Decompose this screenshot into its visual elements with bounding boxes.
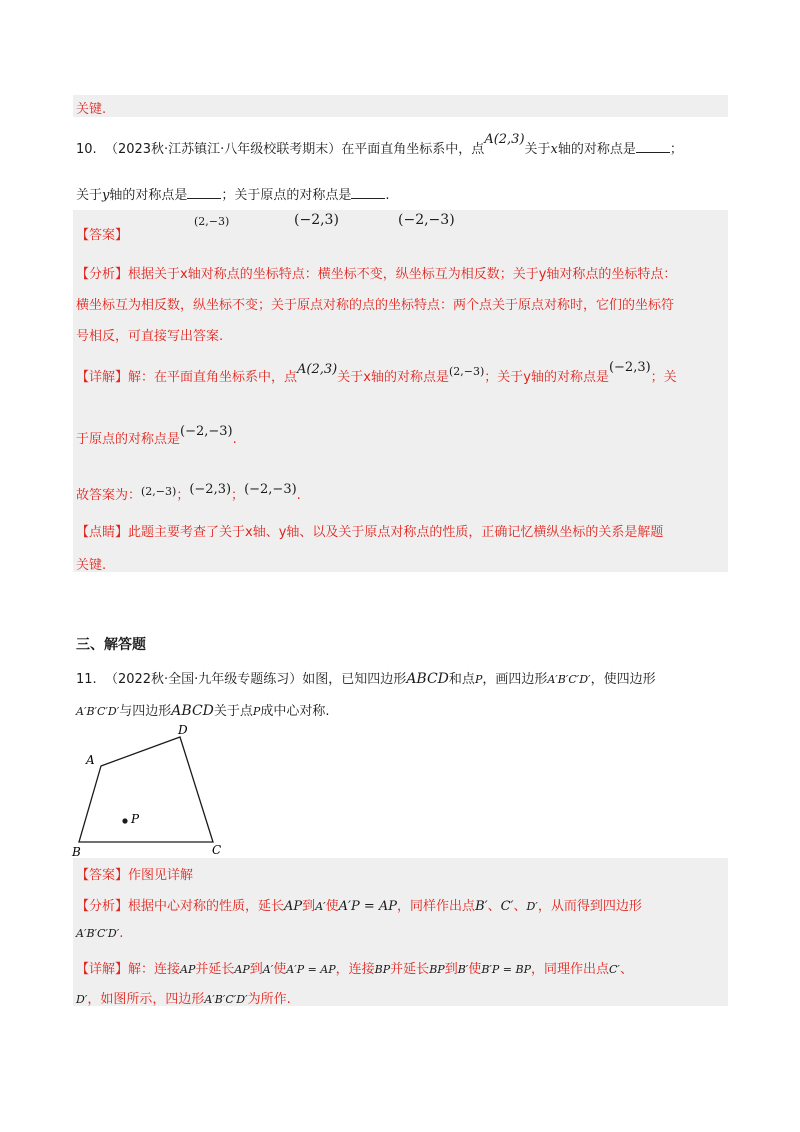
q11-text3: ，画四边形 [482, 672, 548, 687]
detail11-ap: AP [180, 963, 196, 976]
answer-blank-3[interactable] [351, 186, 385, 199]
detail11-bp2: BP [429, 963, 445, 976]
detail11-t4: 使 [273, 962, 287, 977]
q10-line2 [76, 184, 390, 203]
q10-l2-mid: 轴的对称点是 [109, 188, 188, 203]
detail10-a1: (2,−3) [141, 485, 177, 498]
analysis11-l2 [76, 926, 123, 941]
detail11-t3: 到 [249, 962, 263, 977]
answer10-v2: (−2,3) [294, 212, 339, 228]
detail11-t8: 使 [468, 962, 482, 977]
detail10-text4: ；关 [650, 370, 677, 385]
prev-comment-tail: 关键. [76, 102, 107, 117]
label-d: D [178, 723, 188, 737]
label-p: P [131, 812, 140, 826]
detail10-point: A(2,3) [297, 362, 338, 377]
label-b: B [72, 845, 81, 858]
analysis11-eq: A′P = AP [338, 899, 398, 914]
comment10-l2: 关键. [76, 558, 107, 573]
detail11-quad: A′B′C′D′ [204, 993, 248, 1006]
detail10-a3: (−2,−3) [244, 482, 297, 497]
answer-blank-1[interactable] [636, 140, 670, 153]
detail11-d1: D′ [76, 993, 88, 1006]
analysis10-l2: 横坐标互为相反数，纵坐标不变；关于原点对称的点的坐标特点：两个点关于原点对称时，它们的坐标符 [76, 298, 675, 313]
q11-text1: （2022秋·全国·九年级专题练习）如图，已知四边形 [104, 672, 407, 687]
q11-l2-p: P [252, 705, 261, 718]
q11-l2-text1: 与四边形 [119, 704, 172, 719]
analysis11-quad: A′B′C′D′ [76, 927, 120, 940]
detail11-eq2: B′P = BP [481, 963, 531, 976]
detail10-v1: (2,−3) [448, 365, 485, 378]
detail10-text3: ；关于y轴的对称点是 [484, 370, 609, 385]
detail11-t10: 、 [619, 962, 633, 977]
label-a: A [86, 753, 95, 767]
analysis11-t3: 使 [325, 899, 339, 914]
q11-p: P [474, 673, 483, 686]
q10-xvar: x [550, 142, 558, 157]
q10-l2-origin: ；关于原点的对称点是 [221, 188, 352, 203]
quadrilateral-abcd [79, 737, 213, 842]
q10-source: （2023秋·江苏镇江·八年级校联考期末）在平面直角坐标系中，点 [104, 142, 485, 157]
analysis11-a1: A′ [315, 900, 326, 913]
comment10-label: 【点睛】 [76, 525, 129, 540]
detail11-t6: 并延长 [390, 962, 430, 977]
detail11-ap2: AP [234, 963, 250, 976]
detail10-l1 [76, 360, 677, 385]
q10-line1 [76, 132, 683, 157]
detail11-eq1: A′P = AP [286, 963, 336, 976]
q11-quad2: A′B′C′D′ [547, 673, 591, 686]
q10-text2: 轴的对称点是 [557, 142, 636, 157]
analysis11-d1: D′ [526, 900, 538, 913]
answer10-label: 【答案】 [76, 228, 129, 243]
detail11-l1 [76, 958, 633, 977]
detail11-t7: 到 [444, 962, 458, 977]
answer-blank-2[interactable] [187, 186, 221, 199]
q11-l2-text2: 关于点 [213, 704, 253, 719]
detail11-t9: ，同理作出点 [531, 962, 610, 977]
analysis11-c1: C′ [500, 899, 514, 914]
q10-number: 10. [76, 142, 97, 157]
analysis10-text1: 根据关于x轴对称点的坐标特点：横坐标不变，纵坐标互为相反数；关于y轴对称点的坐标特点： [128, 267, 677, 282]
comment10-text1: 此题主要考查了关于x轴、y轴、以及关于原点对称点的性质，正确记忆横纵坐标的关系是解题 [128, 525, 664, 540]
detail11-l2 [76, 988, 291, 1007]
quadrilateral-figure [70, 720, 240, 858]
detail11-t2: 并延长 [195, 962, 235, 977]
detail10-l3 [76, 484, 301, 503]
detail11-t11: ，如图所示，四边形 [87, 992, 205, 1007]
q10-period: . [385, 188, 390, 203]
analysis11-label: 【分析】 [76, 899, 129, 914]
analysis10-l1 [76, 263, 676, 282]
analysis11-t7: ，从而得到四边形 [537, 899, 642, 914]
detail10-l2 [76, 424, 237, 447]
analysis11-t4: ，同样作出点 [397, 899, 476, 914]
detail10-a2: (−2,3) [189, 482, 232, 497]
answer11-label: 【答案】 [76, 868, 129, 883]
q10-yvar: y [102, 188, 110, 203]
q10-text: 关于 [524, 142, 551, 157]
detail10-end: . [296, 488, 301, 503]
answer11 [76, 864, 193, 883]
section-title: 三、解答题 [76, 637, 146, 653]
detail10-text2: 关于x轴的对称点是 [337, 370, 449, 385]
q10-semicolon: ； [669, 142, 683, 157]
detail10-v3: (−2,−3) [180, 424, 233, 439]
q11-l2-text3: 成中心对称. [260, 704, 330, 719]
analysis11-t1: 根据中心对称的性质，延长 [128, 899, 285, 914]
label-c: C [212, 843, 222, 857]
q11-text2: 和点 [448, 672, 475, 687]
prev-comment-block [73, 95, 728, 117]
comment10-l1 [76, 521, 663, 540]
analysis10-l3: 号相反，可直接写出答案. [76, 329, 224, 344]
detail10-text6: . [232, 432, 237, 447]
analysis11-t6: 、 [513, 899, 527, 914]
detail11-label: 【详解】 [76, 962, 129, 977]
q10-l2-prefix: 关于 [76, 188, 103, 203]
answer11-text: 作图见详解 [128, 868, 194, 883]
analysis11-ap: AP [284, 899, 303, 914]
detail11-c1: C′ [609, 963, 620, 976]
detail10-text1: 解：在平面直角坐标系中，点 [128, 370, 298, 385]
q11-l2-quad2: ABCD [171, 703, 214, 719]
detail11-bp: BP [374, 963, 391, 976]
q11-line2 [76, 700, 329, 719]
analysis11-b1: B′ [475, 899, 488, 914]
analysis11-l1 [76, 895, 642, 914]
detail10-sep1: ； [176, 488, 190, 503]
q11-l2-quad: A′B′C′D′ [76, 705, 120, 718]
q11-quad: ABCD [406, 671, 449, 687]
answer10-v3: (−2,−3) [398, 212, 455, 228]
detail11-t1: 解：连接 [128, 962, 181, 977]
detail10-ans-prefix: 故答案为： [76, 488, 142, 503]
detail10-sep2: ； [231, 488, 245, 503]
q11-number: 11. [76, 672, 97, 687]
answer10-v1: (2,−3) [194, 215, 230, 228]
detail11-t12: 为所作. [247, 992, 291, 1007]
q11-text4: ，使四边形 [590, 672, 656, 687]
point-p [122, 818, 127, 823]
detail11-a1: A′ [262, 963, 274, 976]
detail11-b1: B′ [457, 963, 469, 976]
analysis10-label: 【分析】 [76, 267, 129, 282]
q11-line1 [76, 668, 656, 687]
detail11-t5: ，连接 [335, 962, 375, 977]
analysis11-t2: 到 [302, 899, 316, 914]
analysis11-t5: 、 [487, 899, 501, 914]
detail10-label: 【详解】 [76, 370, 129, 385]
q10-point: A(2,3) [484, 132, 525, 147]
analysis11-t8: . [119, 926, 124, 941]
detail10-v2: (−2,3) [608, 360, 651, 375]
detail10-text5: 于原点的对称点是 [76, 432, 181, 447]
